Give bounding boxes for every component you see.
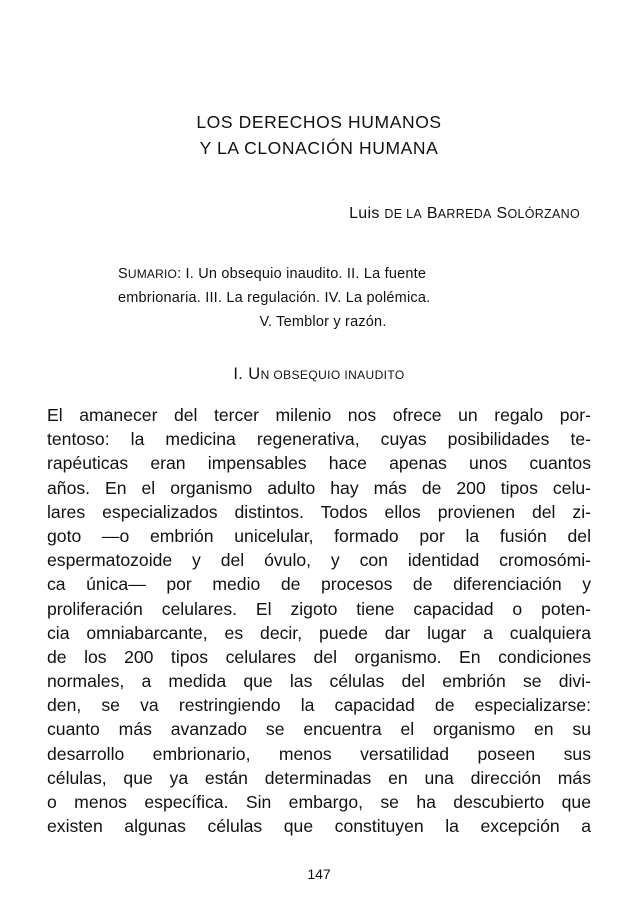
- section-heading: [0, 365, 638, 384]
- body-line: lares especializados distintos. Todos ellos provienen del zi-: [47, 501, 591, 522]
- page-number: 147: [307, 866, 331, 882]
- body-line: células, que ya están determinadas en una dirección más: [47, 767, 591, 788]
- body-line: o menos específica. Sin embargo, se ha descubierto que: [47, 792, 591, 812]
- author-surname1-rest: ARREDA: [437, 207, 492, 221]
- body-line: normales, a medida que las células del embrión se divi-: [47, 671, 591, 692]
- body-line: cuanto más avanzado se encuentra el organismo en su: [47, 719, 591, 740]
- body-line: existen algunas células que constituyen la excepción a: [47, 816, 591, 837]
- summary-block: [118, 262, 528, 334]
- author-surname2-rest: OLÓRZANO: [507, 207, 580, 221]
- author-particle: DE LA: [384, 207, 423, 221]
- body-line: rapéuticas eran impensables hace apenas unos cuantos: [47, 453, 591, 474]
- summary-label-initial: S: [118, 266, 128, 282]
- summary-line-3: V. Temblor y razón.: [259, 314, 387, 330]
- summary-label-rest: UMARIO: [127, 267, 178, 281]
- title-line-2: Y LA CLONACIÓN HUMANA: [199, 138, 439, 158]
- body-line: den, se va restringiendo la capacidad de especializarse:: [47, 695, 591, 716]
- body-line: goto —o embrión unicelular, formado por la fusión del: [47, 525, 591, 546]
- summary-line-1: [118, 262, 528, 286]
- body-line: tentoso: la medicina regenerativa, cuyas posibilidades te-: [47, 429, 591, 450]
- summary-text-1: : I. Un obsequio inaudito. II. La fuente: [177, 266, 427, 282]
- author-name: [349, 205, 580, 223]
- author-surname2-initial: S: [496, 205, 508, 222]
- body-line: El amanecer del tercer milenio nos ofrece un regalo por-: [47, 405, 591, 425]
- author-first-name: Luis: [349, 205, 380, 222]
- summary-line-2: embrionaria. III. La regulación. IV. La polémica.: [118, 290, 431, 306]
- body-line: proliferación celulares. El zigoto tiene capacidad o poten-: [47, 598, 591, 619]
- body-line: ca única— por medio de procesos de diferenciación y: [47, 574, 591, 595]
- section-number: I.: [233, 365, 249, 383]
- body-line: de los 200 tipos celulares del organismo. En condiciones: [47, 646, 591, 667]
- body-line: cia omniabarcante, es decir, puede dar lugar a cualquiera: [47, 622, 591, 643]
- body-line: espermatozoide y del óvulo, y con identidad cromosómi-: [47, 550, 591, 571]
- body-text: [47, 403, 591, 838]
- author-surname1-initial: B: [426, 205, 438, 222]
- title-line-1: LOS DERECHOS HUMANOS: [196, 112, 442, 132]
- section-rest: N OBSEQUIO INAUDITO: [260, 368, 405, 382]
- body-line: desarrollo embrionario, menos versatilidad poseen sus: [47, 743, 591, 764]
- section-initial: U: [248, 365, 261, 383]
- body-line: años. En el organismo adulto hay más de 200 tipos celu-: [47, 477, 591, 498]
